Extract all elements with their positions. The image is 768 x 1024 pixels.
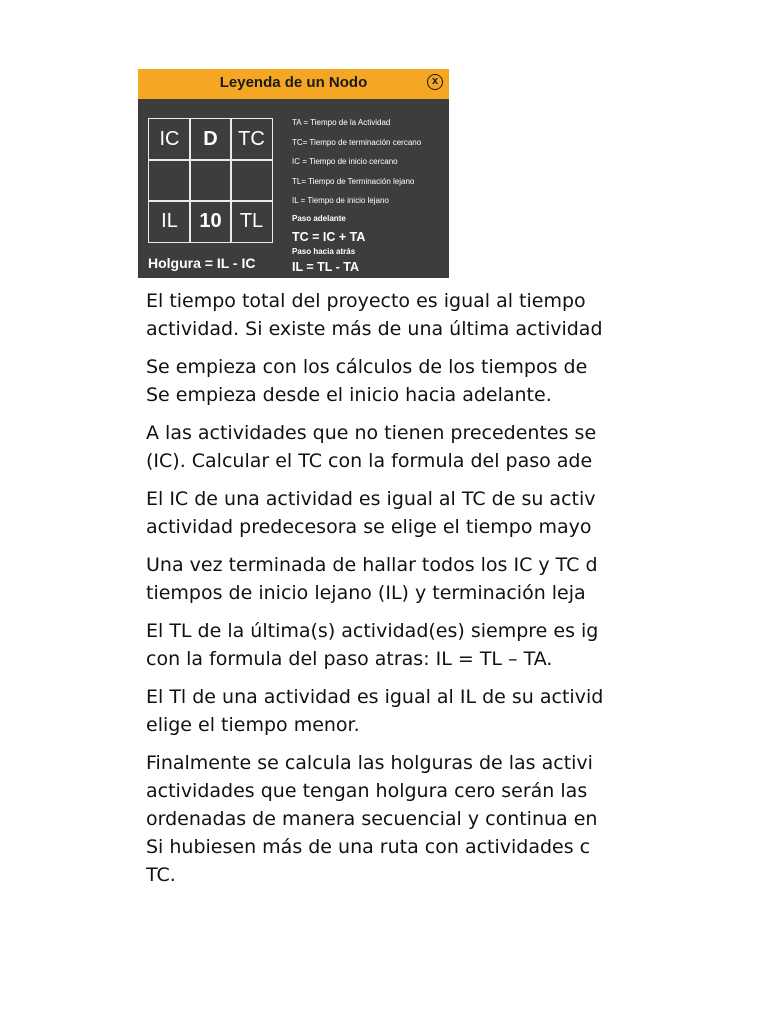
backward-pass-label: Paso hacia atrás — [292, 247, 356, 256]
paragraph-line: ordenadas de manera secuencial y continua en — [146, 808, 598, 830]
definition-tc: TC= Tiempo de terminación cercano — [292, 137, 422, 147]
paragraph-line: El tiempo total del proyecto es igual al tiempo — [146, 290, 586, 312]
legend-definitions — [292, 113, 449, 211]
legend-header — [138, 69, 449, 99]
paragraph-line: El Tl de una actividad es igual al IL de su activid — [146, 686, 604, 708]
paragraph — [146, 353, 661, 409]
definition-ta: TA = Tiempo de la Actividad — [292, 118, 391, 127]
paragraph-line: El IC de una actividad es igual al TC de su activ — [146, 488, 596, 510]
paragraph — [146, 485, 661, 541]
backward-pass-formula: IL = TL - TA — [292, 260, 360, 274]
paragraph-line: Si hubiesen más de una ruta con actividades c — [146, 836, 591, 858]
paragraph — [146, 683, 661, 739]
paragraph-line: tiempos de inicio lejano (IL) y terminación leja — [146, 582, 586, 604]
definition-ic: IC = Tiempo de inicio cercano — [292, 157, 398, 166]
paragraph-line: Se empieza desde el inicio hacia adelante. — [146, 384, 552, 406]
slack-formula: Holgura = IL - IC — [148, 255, 256, 271]
definition-tl: TL= Tiempo de Terminación lejano — [292, 176, 415, 186]
node-cell-ic: IC — [148, 118, 190, 160]
definition-il: IL = Tiempo de inicio lejano — [292, 196, 389, 205]
node-cell-tc: TC — [230, 118, 272, 160]
paragraph-line: Se empieza con los cálculos de los tiempos de — [146, 356, 588, 378]
paragraph-line: A las actividades que no tienen precedentes se — [146, 422, 597, 444]
node-cell-empty — [189, 159, 231, 201]
close-icon[interactable]: x — [427, 74, 443, 90]
paragraph — [146, 287, 661, 343]
paragraph-line: (IC). Calcular el TC con la formula del paso ade — [146, 450, 593, 472]
paragraph-line: El TL de la última(s) actividad(es) siempre es ig — [146, 620, 599, 642]
paragraph — [146, 551, 661, 607]
node-diagram — [149, 119, 272, 242]
paragraph-line: con la formula del paso atras: IL = TL – TA. — [146, 648, 553, 670]
node-cell-tl: TL — [230, 200, 272, 242]
paragraph-line: Finalmente se calcula las holguras de las activi — [146, 752, 593, 774]
paragraph-line: elige el tiempo menor. — [146, 714, 360, 736]
paragraph — [146, 617, 661, 673]
paragraph-line: TC. — [146, 864, 176, 886]
node-cell-il: IL — [148, 200, 190, 242]
paragraph-line: actividad. Si existe más de una última actividad — [146, 318, 603, 340]
paragraph-line: actividades que tengan holgura cero serán las — [146, 780, 588, 802]
node-cell-duration: 10 — [189, 200, 231, 242]
forward-pass-formula: TC = IC + TA — [292, 230, 366, 244]
paragraph-line: Una vez terminada de hallar todos los IC y TC d — [146, 554, 598, 576]
node-cell-empty — [230, 159, 272, 201]
legend-title: Leyenda de un Nodo — [219, 74, 368, 91]
node-cell-empty — [148, 159, 190, 201]
paragraph-line: actividad predecesora se elige el tiempo mayo — [146, 516, 592, 538]
forward-pass-label: Paso adelante — [292, 214, 346, 223]
paragraph — [146, 419, 661, 475]
node-cell-d: D — [189, 118, 231, 160]
paragraph — [146, 749, 661, 889]
node-legend-panel — [138, 69, 449, 278]
document-body — [146, 287, 661, 899]
